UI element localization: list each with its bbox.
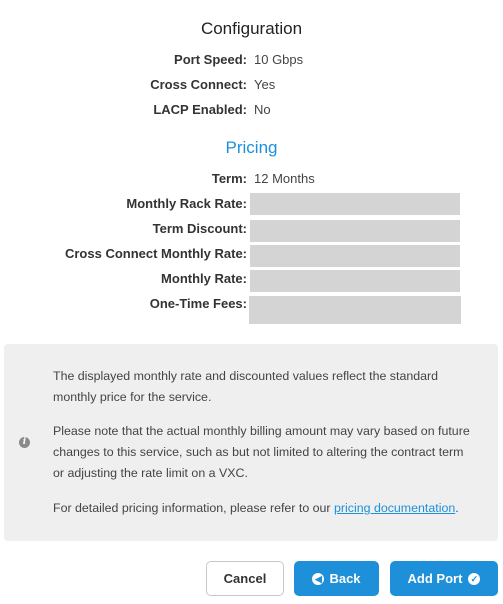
monthly-rate-redaction — [250, 270, 460, 292]
monthly-rack-rate-label: Monthly Rack Rate: — [126, 196, 247, 211]
check-circle-icon: ✓ — [468, 573, 480, 585]
back-button[interactable] — [294, 561, 379, 596]
info-paragraph-billing-variance: Please note that the actual monthly billing amount may vary based on future changes to this service, such as but not limited to altering the contract term or adjusting the rate limit on a VXC. — [53, 424, 470, 480]
cross-connect-monthly-rate-label: Cross Connect Monthly Rate: — [64, 246, 247, 261]
port-speed-label: Port Speed: — [174, 52, 247, 67]
cross-connect-value: Yes — [254, 77, 276, 92]
monthly-rate-label: Monthly Rate: — [161, 271, 247, 286]
configuration-title: Configuration — [200, 19, 303, 38]
term-label: Term: — [211, 171, 247, 186]
cross-connect-label: Cross Connect: — [150, 77, 247, 92]
documentation-prefix-text: For detailed pricing information, please refer to our — [53, 501, 334, 515]
one-time-fees-label: One-Time Fees: — [149, 296, 247, 311]
add-port-button-label: Add Port — [407, 571, 463, 586]
lacp-enabled-label: LACP Enabled: — [153, 102, 247, 117]
back-button-label: Back — [329, 571, 361, 586]
lacp-enabled-row — [0, 100, 503, 120]
cross-connect-monthly-rate-redaction — [250, 245, 460, 267]
add-port-button[interactable] — [390, 561, 498, 596]
cancel-button[interactable] — [206, 561, 284, 596]
monthly-rack-rate-redaction — [250, 193, 460, 215]
term-value: 12 Months — [254, 171, 315, 186]
pricing-documentation-link[interactable]: pricing documentation — [334, 501, 456, 515]
arrow-left-circle-icon: ◀ — [312, 573, 324, 585]
cancel-button-label: Cancel — [223, 571, 267, 586]
port-speed-row — [0, 50, 503, 70]
term-discount-redaction — [250, 220, 460, 242]
lacp-enabled-value: No — [254, 102, 271, 117]
one-time-fees-redaction — [249, 296, 461, 324]
info-icon: i — [19, 437, 30, 448]
documentation-suffix-text: . — [455, 501, 459, 515]
term-discount-label: Term Discount: — [152, 221, 247, 236]
pricing-info-notice — [4, 344, 498, 541]
cross-connect-row — [0, 75, 503, 95]
info-paragraph-standard-price: The displayed monthly rate and discounted values reflect the standard monthly price for the service. — [53, 369, 439, 404]
pricing-title: Pricing — [225, 138, 278, 157]
info-paragraph-documentation — [53, 498, 473, 519]
term-row — [0, 169, 503, 189]
port-speed-value: 10 Gbps — [254, 52, 304, 67]
